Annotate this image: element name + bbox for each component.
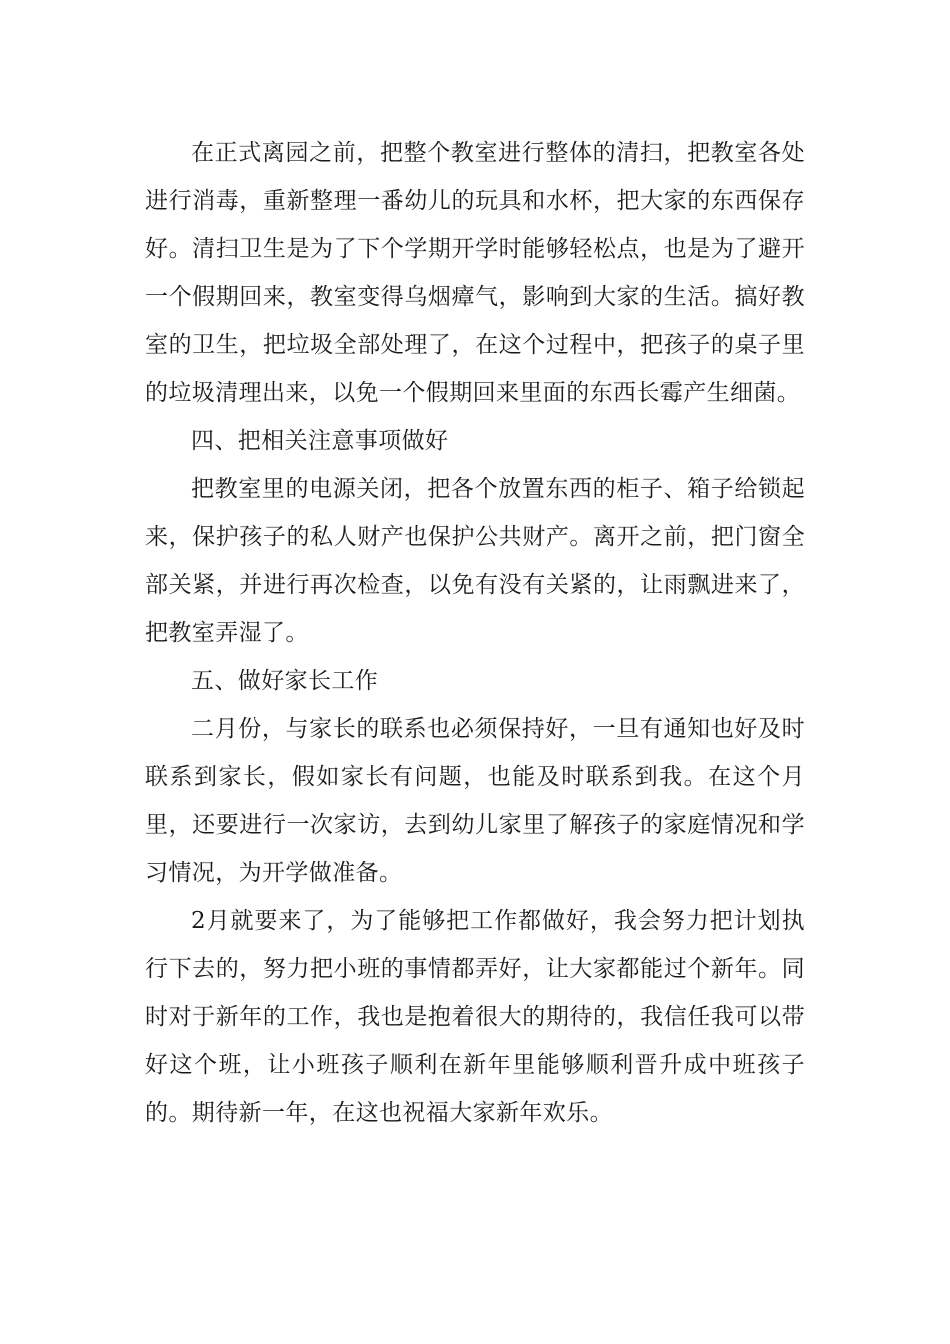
paragraph-cleaning: 在正式离园之前，把整个教室进行整体的清扫，把教室各处进行消毒，重新整理一番幼儿的玩具和水杯，把大家的东西保存好。清扫卫生是为了下个学期开学时能够轻松点，也是为了避开一个假期回来，教室变得乌烟瘴气，影响到大家的生活。搞好教室的卫生，把垃圾全部处理了，在这个过程中，把孩子的桌子里的垃圾清理出来，以免一个假期回来里面的东西长霉产生细菌。 xyxy=(145,140,805,406)
paragraph-parents: 二月份，与家长的联系也必须保持好，一旦有通知也好及时联系到家长，假如家长有问题，也能及时联系到我。在这个月里，还要进行一次家访，去到幼儿家里了解孩子的家庭情况和学习情况，为开学做准备。 xyxy=(145,716,805,886)
section-heading-4: 四、把相关注意事项做好 xyxy=(191,428,449,454)
paragraph-precautions: 把教室里的电源关闭，把各个放置东西的柜子、箱子给锁起来，保护孩子的私人财产也保护公共财产。离开之前，把门窗全部关紧，并进行再次检查，以免有没有关紧的，让雨飘进来了，把教室弄湿了。 xyxy=(145,476,805,646)
document-body xyxy=(145,129,805,1137)
paragraph-closing: 2月就要来了，为了能够把工作都做好，我会努力把计划执行下去的，努力把小班的事情都弄好，让大家都能过个新年。同时对于新年的工作，我也是抱着很大的期待的，我信任我可以带好这个班，让小班孩子顺利在新年里能够顺利晋升成中班孩子的。期待新一年，在这也祝福大家新年欢乐。 xyxy=(145,908,805,1126)
section-heading-5: 五、做好家长工作 xyxy=(191,668,379,694)
